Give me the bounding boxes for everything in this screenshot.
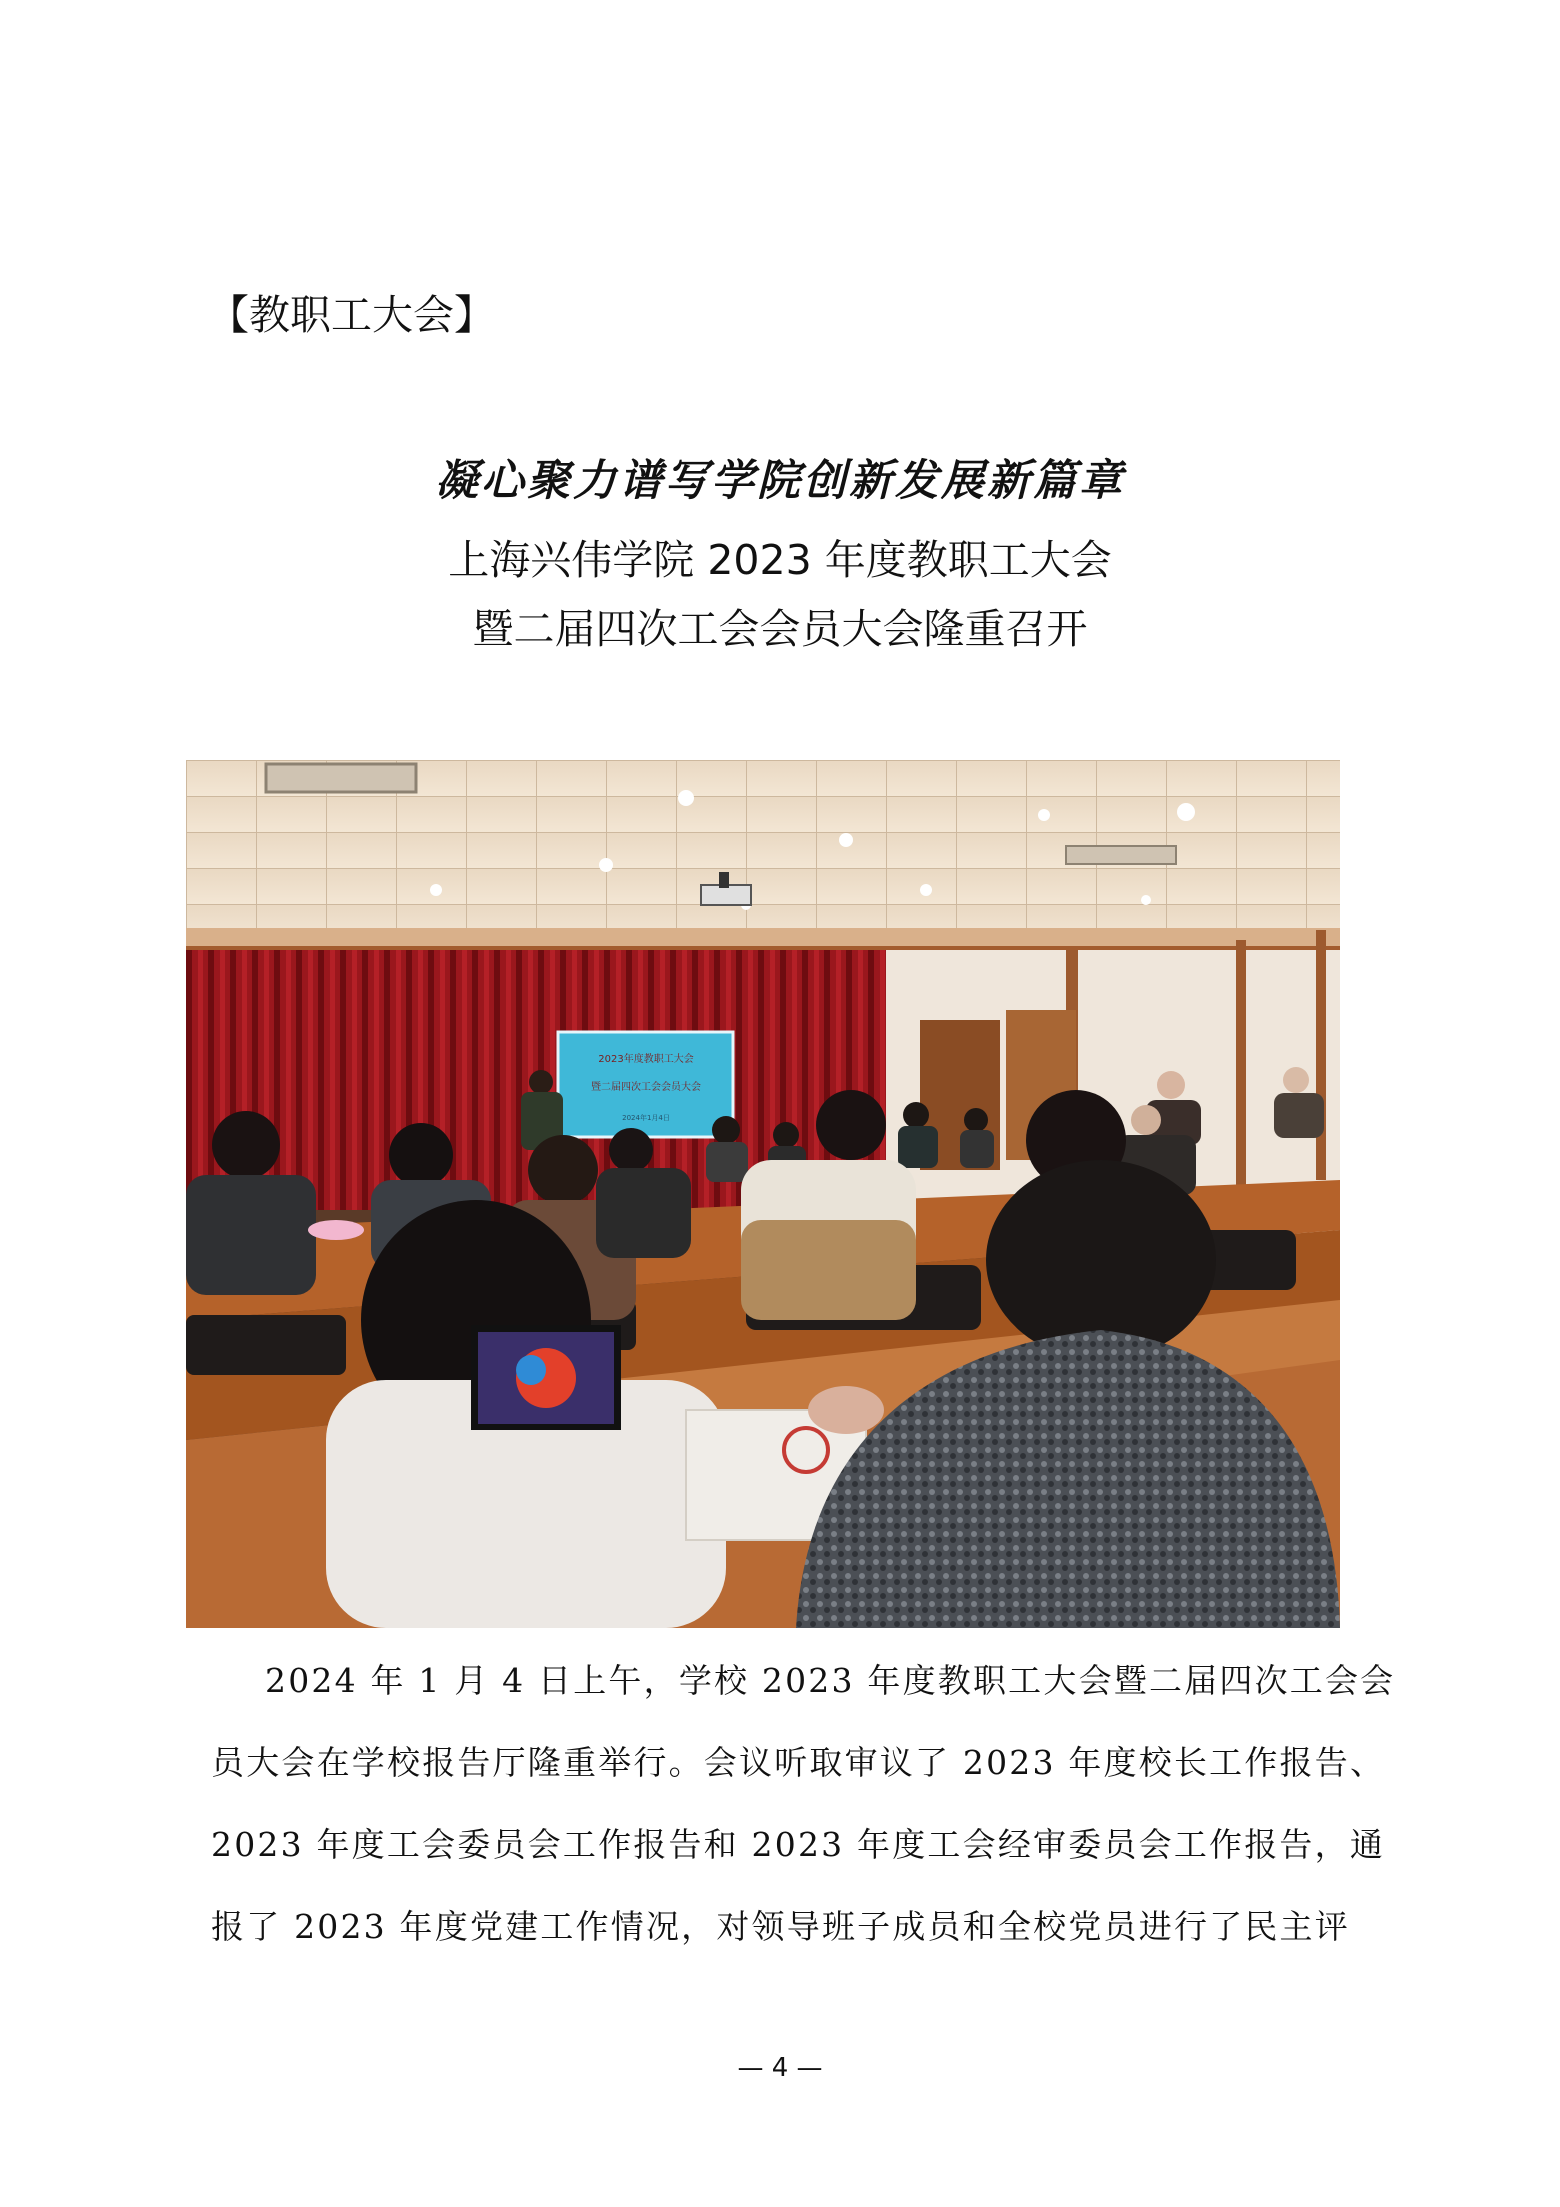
article-subtitle-line-1: 上海兴伟学院 2023 年度教职工大会: [448, 536, 1112, 584]
screen-text-line-3: 2024年1月4日: [622, 1114, 670, 1122]
meeting-photo: [186, 760, 1340, 1628]
body-line-1: 2024 年 1 月 4 日上午，学校 2023 年度教职工大会暨二届四次工会会: [265, 1661, 1396, 1700]
page-number: — 4 —: [737, 2053, 823, 2083]
laptop: [471, 1325, 621, 1430]
screen-text-line-2: 暨二届四次工会会员大会: [591, 1082, 701, 1093]
body-line-2: 员大会在学校报告厅隆重举行。会议听取审议了 2023 年度校长工作报告、: [211, 1743, 1386, 1782]
body-line-4: 报了 2023 年度党建工作情况，对领导班子成员和全校党员进行了民主评: [211, 1907, 1350, 1946]
article-body: [211, 1640, 1396, 1968]
article-subtitle-line-2: 暨二届四次工会会员大会隆重召开: [472, 605, 1088, 653]
screen-text-line-1: 2023年度教职工大会: [598, 1054, 694, 1065]
projection-screen: [558, 1032, 733, 1137]
article-title: 凝心聚力谱写学院创新发展新篇章: [435, 456, 1125, 506]
section-tag: 【教职工大会】: [208, 291, 495, 339]
body-line-3: 2023 年度工会委员会工作报告和 2023 年度工会经审委员会工作报告，通: [211, 1825, 1386, 1864]
